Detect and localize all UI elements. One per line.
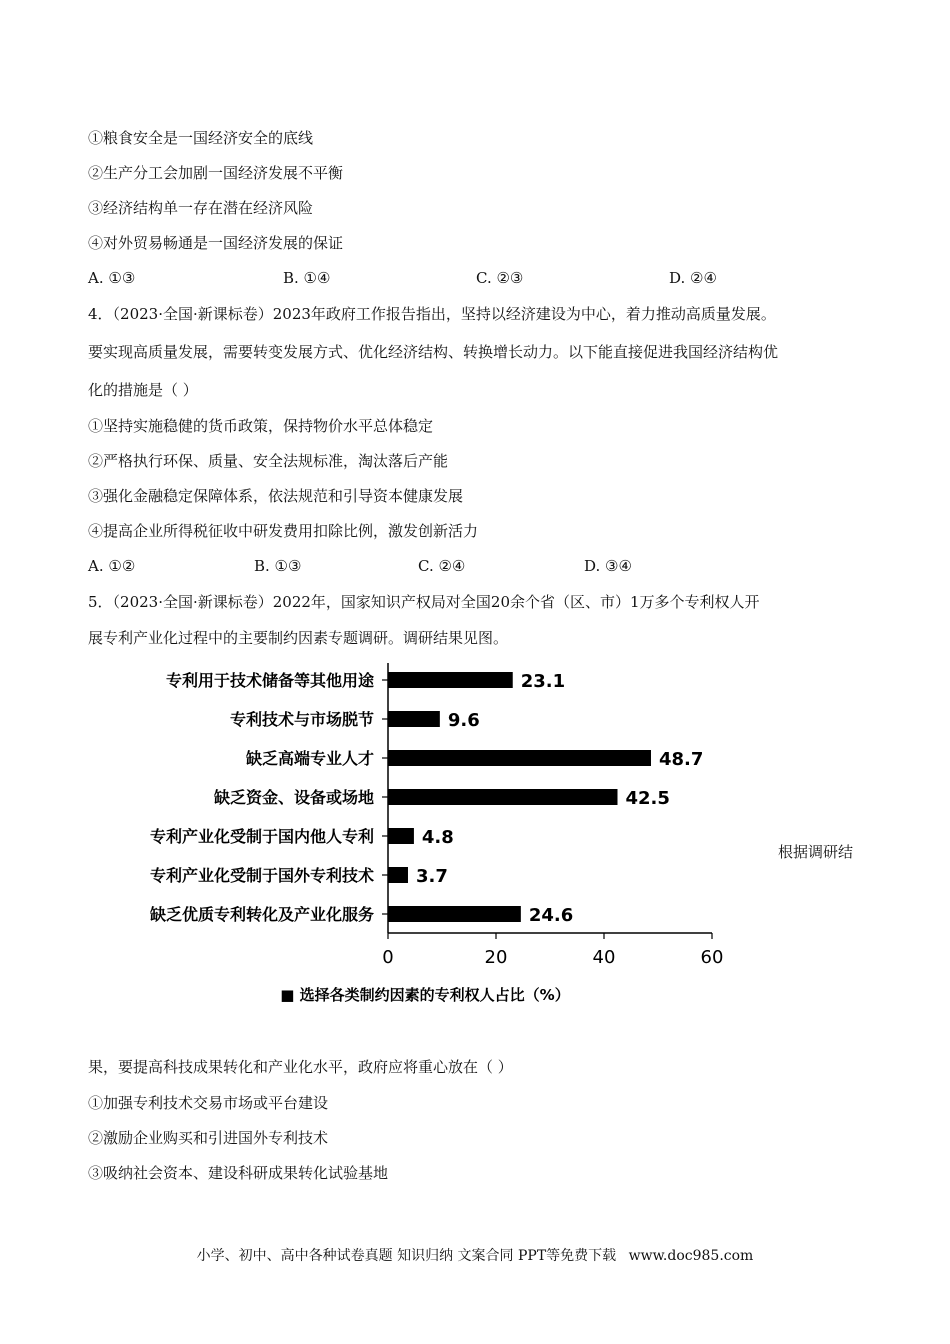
bar: [388, 867, 408, 883]
q4-option-c[interactable]: C. ②④: [418, 557, 466, 575]
bar: [388, 750, 651, 766]
q4-stem-line-1: 4．（2023·全国·新课标卷）2023年政府工作报告指出，坚持以经济建设为中心，着力推动高质量发展。: [88, 305, 776, 323]
q5-continuation: 果，要提高科技成果转化和产业化水平，政府应将重心放在（ ）: [88, 1058, 513, 1076]
q4-option-b[interactable]: B. ①③: [254, 557, 302, 575]
category-label: 缺乏资金、设备或场地: [213, 788, 374, 807]
category-label: 缺乏优质专利转化及产业化服务: [149, 905, 374, 924]
q3-option-b[interactable]: B. ①④: [283, 269, 331, 287]
q4-statement-3: ③强化金融稳定保障体系，依法规范和引导资本健康发展: [88, 487, 464, 505]
q3-statement-3: ③经济结构单一存在潜在经济风险: [88, 199, 314, 217]
q3-option-a[interactable]: A. ①③: [88, 269, 136, 287]
q4-option-d[interactable]: D. ③④: [584, 557, 632, 575]
q3-option-d[interactable]: D. ②④: [669, 269, 717, 287]
q4-statement-2: ②严格执行环保、质量、安全法规标准，淘汰落后产能: [88, 452, 449, 470]
category-label: 缺乏高端专业人才: [245, 749, 374, 768]
q3-statement-1: ①粮食安全是一国经济安全的底线: [88, 129, 314, 147]
bar-value-label: 24.6: [528, 905, 574, 926]
x-tick-label: 0: [382, 947, 394, 968]
category-label: 专利产业化受制于国内他人专利: [149, 827, 374, 846]
bar: [388, 789, 618, 805]
bar-value-label: 3.7: [415, 866, 448, 887]
category-label: 专利产业化受制于国外专利技术: [149, 866, 374, 885]
page-footer: [0, 1245, 950, 1265]
category-label: 专利技术与市场脱节: [229, 710, 374, 729]
bar-value-label: 4.8: [421, 827, 454, 848]
bar-value-label: 42.5: [625, 788, 670, 809]
footer-url[interactable]: www.doc985.com: [628, 1248, 754, 1264]
x-tick-label: 20: [484, 947, 508, 968]
q3-option-c[interactable]: C. ②③: [476, 269, 524, 287]
category-label: 专利用于技术储备等其他用途: [165, 671, 374, 690]
q5-side-note: 根据调研结: [778, 843, 854, 861]
q3-statement-4: ④对外贸易畅通是一国经济发展的保证: [88, 234, 344, 252]
chart-legend: ■ 选择各类制约因素的专利权人占比（%）: [280, 986, 570, 1004]
q4-statement-1: ①坚持实施稳健的货币政策，保持物价水平总体稳定: [88, 417, 434, 435]
footer-text: 小学、初中、高中各种试卷真题 知识归纳 文案合同 PPT等免费下载: [196, 1248, 617, 1264]
q4-statement-4: ④提高企业所得税征收中研发费用扣除比例，激发创新活力: [88, 522, 479, 540]
bar-value-label: 23.1: [520, 671, 566, 692]
bar: [388, 828, 414, 844]
q5-stem-line-1: 5．（2023·全国·新课标卷）2022年，国家知识产权局对全国20余个省（区、市）1万多个专利权人开: [88, 593, 760, 611]
bar: [388, 672, 513, 688]
x-tick-label: 60: [700, 947, 724, 968]
bar-value-label: 48.7: [658, 749, 704, 770]
q5-statement-3: ③吸纳社会资本、建设科研成果转化试验基地: [88, 1164, 389, 1182]
patent-constraints-bar-chart: [95, 655, 745, 1015]
q5-statement-1: ①加强专利技术交易市场或平台建设: [88, 1094, 329, 1112]
bar-value-label: 9.6: [447, 710, 480, 731]
bar: [388, 906, 521, 922]
bar: [388, 711, 440, 727]
q4-option-a[interactable]: A. ①②: [88, 557, 136, 575]
q4-stem-line-2: 要实现高质量发展，需要转变发展方式、优化经济结构、转换增长动力。以下能直接促进我国经济结构优: [88, 343, 779, 361]
q4-stem-line-3: 化的措施是（ ）: [88, 381, 198, 399]
q3-statement-2: ②生产分工会加剧一国经济发展不平衡: [88, 164, 344, 182]
x-tick-label: 40: [592, 947, 616, 968]
q5-statement-2: ②激励企业购买和引进国外专利技术: [88, 1129, 329, 1147]
q5-stem-line-2: 展专利产业化过程中的主要制约因素专题调研。调研结果见图。: [88, 629, 509, 647]
